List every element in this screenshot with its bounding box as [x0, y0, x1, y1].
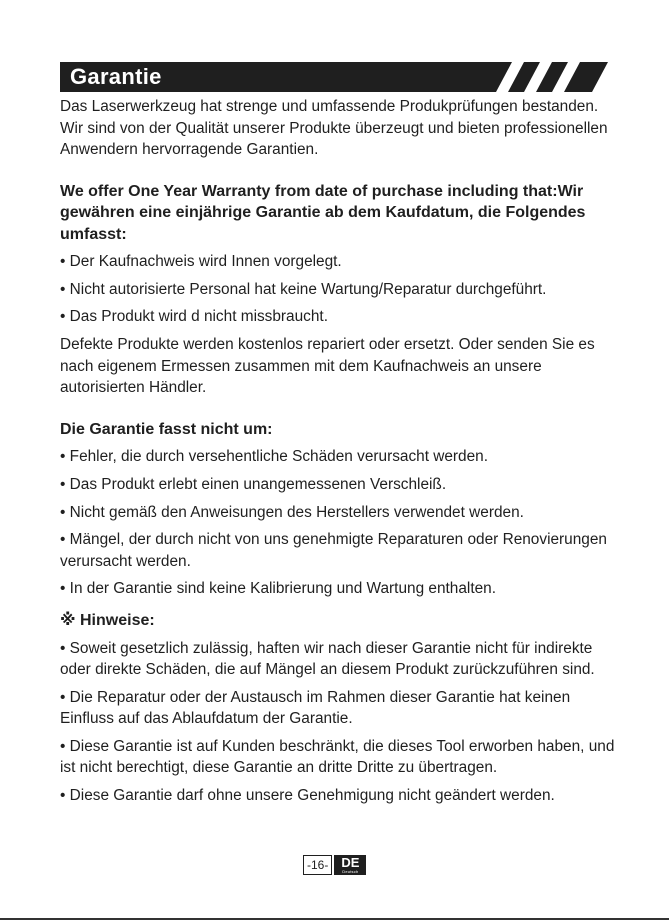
- exclusion-item: • Mängel, der durch nicht von uns genehmigte Reparaturen oder Renovierungen verursacht werden.: [60, 531, 607, 570]
- defect-paragraph: Defekte Produkte werden kostenlos repariert oder ersetzt. Oder senden Sie es nach eigenem Ermessen zusammen mit dem Kaufnachweis an unsere autorisierten Händler.: [60, 336, 595, 397]
- bottom-divider: [0, 918, 669, 920]
- warranty-heading: We offer One Year Warranty from date of purchase including that:Wir gewähren eine einjährige Garantie ab dem Kaufdatum, die Folgendes umfasst:: [60, 182, 586, 243]
- exclusions-heading: Die Garantie fasst nicht um:: [60, 420, 273, 438]
- note-item: • Diese Garantie ist auf Kunden beschränkt, die dieses Tool erworben haben, und ist nicht berechtigt, diese Garantie an dritte Dritte zu übertragen.: [60, 737, 615, 777]
- note-item: • Diese Garantie darf ohne unsere Genehmigung nicht geändert werden.: [60, 787, 555, 805]
- note-item: • Die Reparatur oder der Austausch im Rahmen dieser Garantie hat keinen Einfluss auf das Ablaufdatum der Garantie.: [60, 688, 571, 728]
- page-title: Garantie: [70, 64, 162, 89]
- language-code: DE: [341, 855, 360, 870]
- notes-heading: ※ Hinweise:: [60, 611, 155, 629]
- condition-item: • Der Kaufnachweis wird Innen vorgelegt.: [60, 253, 342, 271]
- note-item: • Soweit gesetzlich zulässig, haften wir nach dieser Garantie nicht für indirekte oder direkte Schäden, die auf Mängel an diesem Produkt zurückzuführen sind.: [60, 639, 595, 679]
- warranty-content: [60, 96, 620, 807]
- condition-item: • Nicht autorisierte Personal hat keine Wartung/Reparatur durchgeführt.: [60, 280, 547, 298]
- language-badge: [334, 855, 366, 875]
- page-number: -16-: [303, 855, 332, 875]
- language-name: Deutsch: [342, 869, 359, 874]
- intro-paragraph: Das Laserwerkzeug hat strenge und umfassende Produkprüfungen bestanden. Wir sind von der Qualität unserer Produkte überzeugt und bieten professionellen Anwendern hervorragende Garantien.: [60, 98, 608, 159]
- exclusion-item: • In der Garantie sind keine Kalibrierung und Wartung enthalten.: [60, 580, 497, 598]
- exclusion-item: • Das Produkt erlebt einen unangemessenen Verschleiß.: [60, 475, 447, 493]
- exclusion-item: • Fehler, die durch versehentliche Schäden verursacht werden.: [60, 448, 489, 466]
- exclusion-item: • Nicht gemäß den Anweisungen des Herstellers verwendet werden.: [60, 503, 524, 521]
- condition-item: • Das Produkt wird d nicht missbraucht.: [60, 308, 328, 326]
- section-banner: [60, 62, 608, 92]
- page-footer: [303, 855, 366, 875]
